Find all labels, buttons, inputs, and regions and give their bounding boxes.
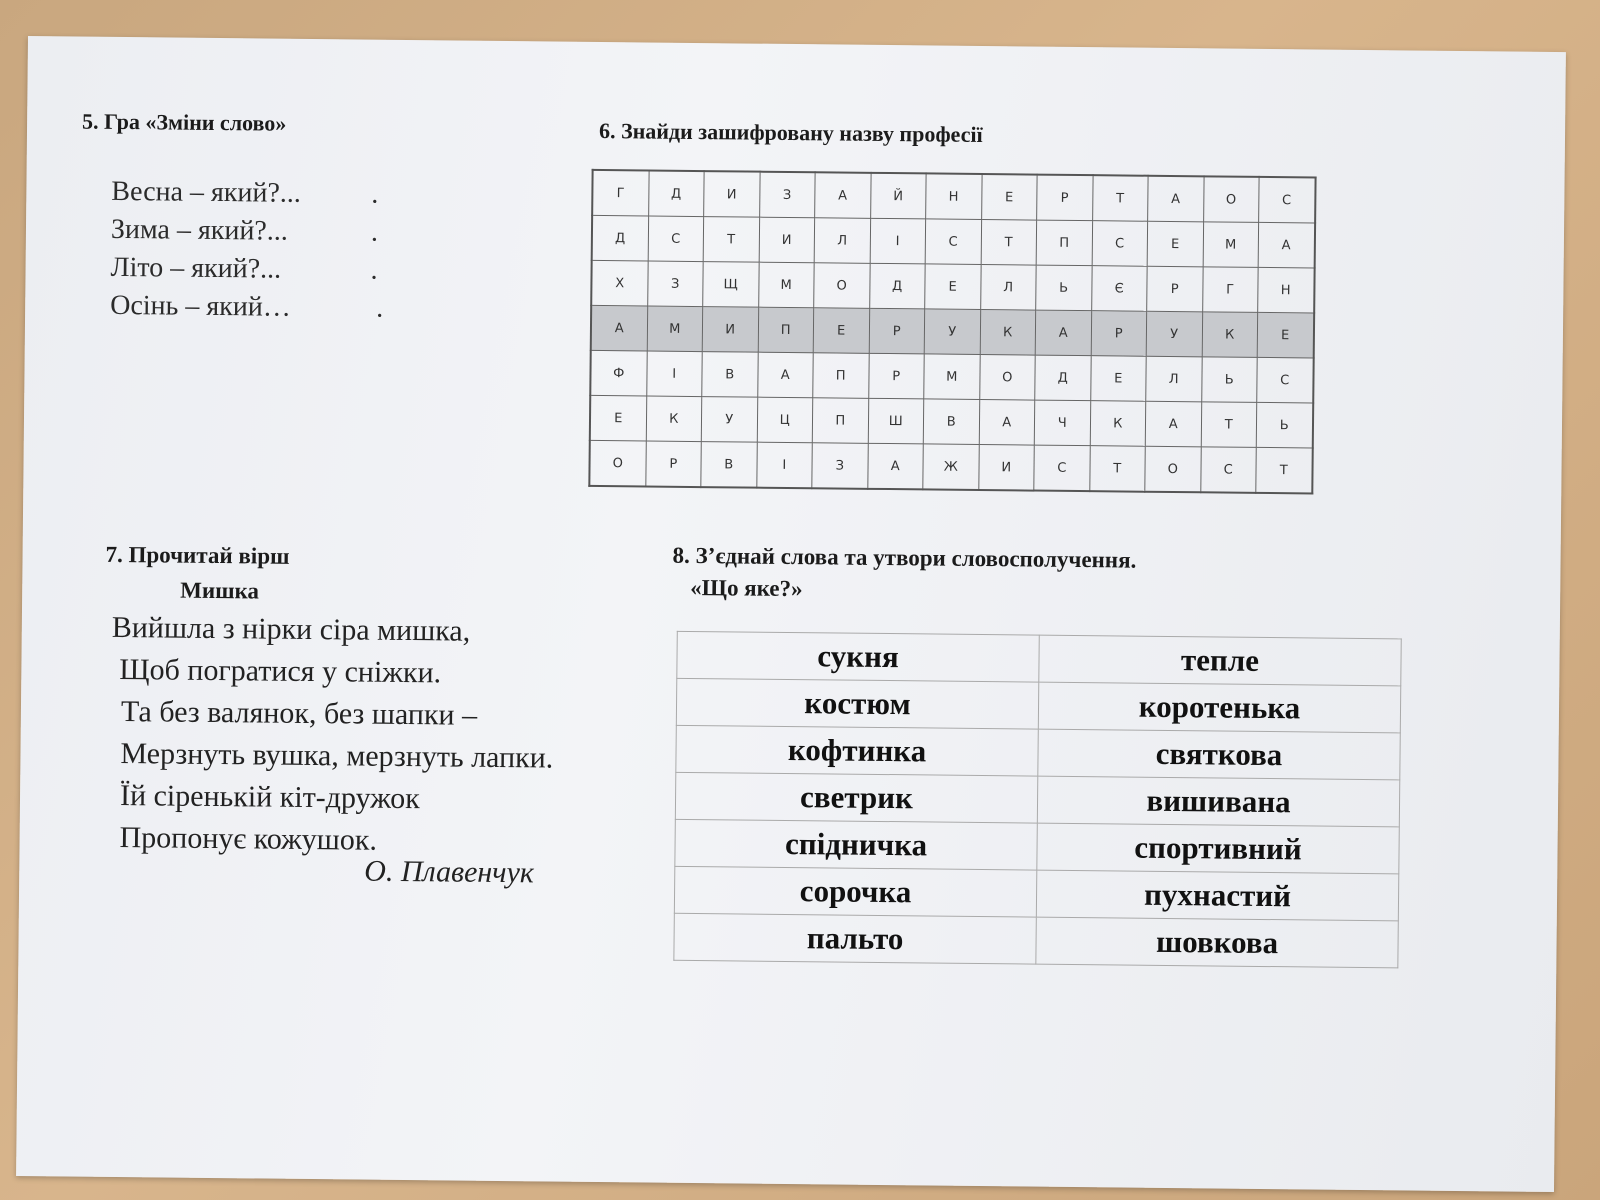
exercise-5-title: 5. Гра «Зміни слово» xyxy=(81,108,287,136)
grid-cell: Е xyxy=(1147,221,1203,267)
grid-row xyxy=(592,215,1315,268)
grid-cell: У xyxy=(701,397,757,443)
adjective-cell: пухнастий xyxy=(1036,870,1398,921)
grid-row xyxy=(589,440,1312,493)
grid-cell: З xyxy=(812,443,868,489)
grid-cell: С xyxy=(1257,357,1313,403)
grid-cell: О xyxy=(814,263,870,309)
grid-cell: В xyxy=(923,399,979,445)
grid-cell: Н xyxy=(926,173,982,219)
poem-line: Пропонує кожушок. xyxy=(119,821,378,857)
item-dot: . xyxy=(371,178,379,210)
grid-cell: Т xyxy=(1256,447,1312,493)
exercise-5-item xyxy=(110,287,396,328)
grid-cell: П xyxy=(758,307,814,353)
grid-cell: О xyxy=(1145,446,1201,492)
exercise-8-title: 8. З’єднай слова та утвори словосполучення. xyxy=(672,542,1137,573)
grid-cell: А xyxy=(1145,401,1201,447)
adjective-cell: шовкова xyxy=(1036,917,1398,968)
grid-cell: Х xyxy=(591,260,647,306)
adjective-cell: тепле xyxy=(1039,635,1401,686)
grid-cell: Н xyxy=(1258,267,1314,313)
grid-cell: И xyxy=(978,444,1034,490)
grid-cell: Т xyxy=(703,217,759,263)
grid-cell: Р xyxy=(869,308,925,354)
grid-cell: А xyxy=(757,352,813,398)
grid-cell: Р xyxy=(1037,175,1093,221)
grid-cell: Р xyxy=(868,353,924,399)
grid-cell: Г xyxy=(1202,267,1258,313)
grid-cell: М xyxy=(647,306,703,352)
grid-cell: Щ xyxy=(703,262,759,308)
grid-cell: Д xyxy=(1035,355,1091,401)
grid-cell: Ш xyxy=(868,398,924,444)
poem-line: Мерзнуть вушка, мерзнуть лапки. xyxy=(120,737,554,775)
grid-cell: Д xyxy=(869,263,925,309)
grid-cell: Д xyxy=(648,171,704,217)
grid-cell: Й xyxy=(870,173,926,219)
poem-author: О. Плавенчук xyxy=(364,854,535,890)
poem xyxy=(109,607,554,864)
word-row xyxy=(675,819,1399,874)
grid-row xyxy=(591,260,1314,313)
grid-cell: Л xyxy=(1146,356,1202,402)
grid-cell: И xyxy=(704,171,760,217)
grid-cell: Л xyxy=(980,264,1036,310)
grid-cell: С xyxy=(1259,177,1315,223)
grid-cell: О xyxy=(979,354,1035,400)
grid-cell: Ь xyxy=(1256,402,1312,448)
grid-cell: Р xyxy=(645,441,701,487)
grid-cell: М xyxy=(758,262,814,308)
item-dot: . xyxy=(370,254,378,286)
grid-cell: С xyxy=(1034,445,1090,491)
grid-cell: Ь xyxy=(1201,357,1257,403)
grid-row xyxy=(591,305,1314,358)
grid-cell: І xyxy=(646,351,702,397)
grid-cell: М xyxy=(924,354,980,400)
grid-cell: В xyxy=(701,442,757,488)
item-question: Осінь – який… xyxy=(110,289,291,323)
grid-cell: С xyxy=(1200,447,1256,493)
exercise-7-title: 7. Прочитай вірш xyxy=(105,541,290,569)
noun-cell: костюм xyxy=(676,678,1038,729)
grid-cell: Р xyxy=(1147,266,1203,312)
grid-cell: А xyxy=(867,443,923,489)
item-question: Літо – який?... xyxy=(110,251,282,285)
grid-cell: А xyxy=(591,305,647,351)
grid-cell: Ф xyxy=(590,350,646,396)
grid-cell: Ц xyxy=(757,397,813,443)
grid-cell: Л xyxy=(814,218,870,264)
exercise-8-subtitle: «Що яке?» xyxy=(690,574,803,602)
grid-cell: А xyxy=(1258,222,1314,268)
grid-cell: Ж xyxy=(923,444,979,490)
grid-cell: І xyxy=(870,218,926,264)
grid-cell: Е xyxy=(590,395,646,441)
adjective-cell: святкова xyxy=(1038,729,1400,780)
grid-cell: А xyxy=(815,172,871,218)
grid-cell: Е xyxy=(925,264,981,310)
grid-cell: А xyxy=(1035,310,1091,356)
adjective-cell: коротенька xyxy=(1038,682,1400,733)
item-dot: . xyxy=(376,292,384,324)
grid-cell: К xyxy=(1202,312,1258,358)
grid-cell: Т xyxy=(1092,175,1148,221)
noun-cell: светрик xyxy=(675,772,1037,823)
letter-grid xyxy=(588,169,1316,495)
grid-cell: О xyxy=(1203,176,1259,222)
item-question: Весна – який?... xyxy=(111,175,302,209)
exercise-5-item xyxy=(111,173,397,214)
grid-row xyxy=(590,395,1313,448)
worksheet-page xyxy=(16,36,1566,1192)
grid-row xyxy=(590,350,1313,403)
grid-cell: М xyxy=(1203,222,1259,268)
grid-cell: Ч xyxy=(1034,400,1090,446)
noun-cell: сорочка xyxy=(674,866,1036,917)
poem-line: Щоб погратися у сніжки. xyxy=(119,652,442,690)
noun-cell: спідничка xyxy=(675,819,1037,870)
grid-cell: Т xyxy=(981,219,1037,265)
grid-cell: Е xyxy=(1257,312,1313,358)
grid-cell: У xyxy=(1146,311,1202,357)
poem-line: Вийшла з нірки сіра мишка, xyxy=(111,610,471,648)
grid-cell: Р xyxy=(1091,311,1147,357)
grid-cell: С xyxy=(648,216,704,262)
noun-cell: пальто xyxy=(674,913,1036,964)
grid-cell: И xyxy=(759,217,815,263)
grid-cell: Т xyxy=(1201,402,1257,448)
grid-cell: З xyxy=(759,172,815,218)
grid-cell: А xyxy=(979,399,1035,445)
word-match-table xyxy=(673,631,1401,969)
word-row xyxy=(674,913,1398,968)
item-dot: . xyxy=(370,216,379,248)
noun-cell: сукня xyxy=(677,631,1039,682)
poem-line: Їй сіренькій кіт-дружок xyxy=(119,779,420,816)
grid-cell: П xyxy=(812,398,868,444)
exercise-5-item xyxy=(110,249,396,290)
grid-cell: Ь xyxy=(1036,265,1092,311)
word-row xyxy=(674,866,1398,921)
exercise-5-list xyxy=(110,173,398,328)
grid-cell: Е xyxy=(981,174,1037,220)
grid-cell: К xyxy=(1090,401,1146,447)
word-row xyxy=(675,772,1399,827)
grid-cell: І xyxy=(756,442,812,488)
grid-cell: К xyxy=(646,396,702,442)
grid-cell: Д xyxy=(592,215,648,261)
grid-cell: У xyxy=(924,309,980,355)
grid-cell: К xyxy=(980,309,1036,355)
grid-cell: Т xyxy=(1089,446,1145,492)
grid-cell: Е xyxy=(1090,356,1146,402)
grid-cell: П xyxy=(1036,220,1092,266)
exercise-5-item xyxy=(111,211,397,252)
grid-cell: З xyxy=(647,261,703,307)
grid-cell: О xyxy=(589,440,645,486)
grid-cell: С xyxy=(925,219,981,265)
grid-cell: Е xyxy=(813,308,869,354)
grid-cell: А xyxy=(1148,176,1204,222)
grid-cell: Г xyxy=(592,170,648,216)
adjective-cell: вишивана xyxy=(1037,776,1399,827)
word-row xyxy=(676,678,1400,733)
exercise-6-title: 6. Знайди зашифровану назву професії xyxy=(598,117,983,148)
word-row xyxy=(677,631,1401,686)
grid-cell: В xyxy=(702,352,758,398)
poem-line: Та без валянок, без шапки – xyxy=(120,695,478,732)
grid-cell: И xyxy=(702,307,758,353)
adjective-cell: спортивний xyxy=(1037,823,1399,874)
noun-cell: кофтинка xyxy=(676,725,1038,776)
grid-row xyxy=(592,170,1315,223)
grid-cell: Є xyxy=(1091,266,1147,312)
item-question: Зима – який?... xyxy=(110,213,288,247)
grid-cell: С xyxy=(1092,221,1148,267)
word-row xyxy=(676,725,1400,780)
grid-cell: П xyxy=(813,353,869,399)
poem-title: Мишка xyxy=(180,577,260,604)
